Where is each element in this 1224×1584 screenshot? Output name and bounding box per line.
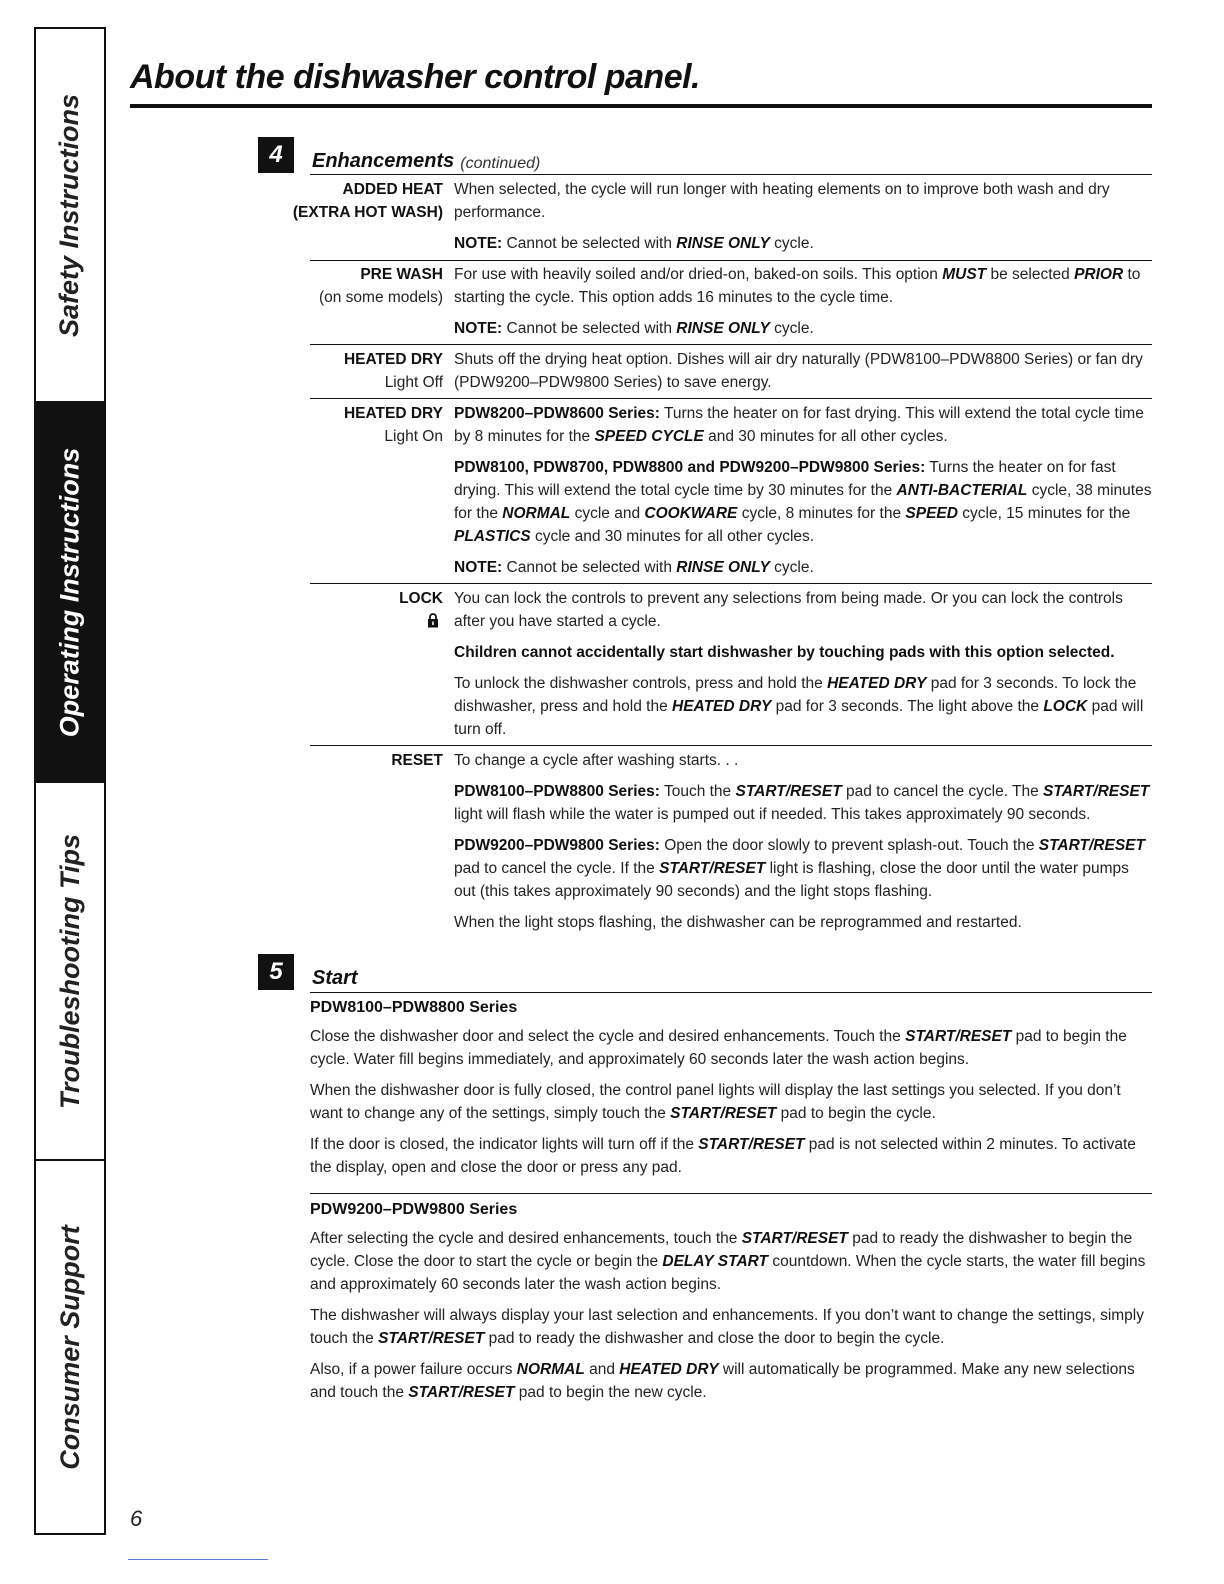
- option-label-line2: (EXTRA HOT WASH): [292, 204, 443, 221]
- page-title: About the dishwasher control panel.: [130, 58, 700, 96]
- tab-label: Safety Instructions: [54, 93, 85, 337]
- option-label-line2: (on some models): [318, 289, 443, 306]
- tab-consumer-support[interactable]: [36, 1161, 104, 1533]
- paragraph: When the light stops flashing, the dishwasher can be reprogrammed and restarted.: [454, 914, 1022, 931]
- option-label-line1: PRE WASH: [360, 266, 443, 283]
- option-description: [454, 263, 1152, 348]
- tab-safety-instructions[interactable]: [36, 29, 104, 403]
- paragraph: Also, if a power failure occurs NORMAL and HEATED DRY will automatically be programmed. Make any new selections and touch the START/RESET pad to begin the new cycle.: [310, 1361, 1135, 1401]
- option-label-line2: Light On: [384, 428, 443, 445]
- tab-troubleshooting-tips[interactable]: [36, 783, 104, 1161]
- series-divider: [310, 1193, 1152, 1194]
- option-description: [454, 348, 1152, 402]
- page-number: 6: [130, 1506, 143, 1531]
- section-header-start: [258, 954, 358, 990]
- option-label: [250, 587, 443, 635]
- paragraph: PDW8200–PDW8600 Series: Turns the heater on for fast drying. This will extend the total cycle time by 8 minutes for the SPEED CYCLE and 30 minutes for all other cycles.: [454, 405, 1144, 445]
- paragraph: When the dishwasher door is fully closed, the control panel lights will display the last settings you selected. If you don’t want to change any of the settings, simply touch the START/RESET pad to begin the cycle.: [310, 1082, 1121, 1122]
- section-divider: [310, 174, 1152, 175]
- option-description: [454, 402, 1152, 587]
- section-number-badge: 4: [258, 137, 294, 173]
- section-title: Start: [312, 967, 358, 989]
- row-divider: [310, 745, 1152, 746]
- lock-icon-wrap: [250, 610, 443, 635]
- paragraph: If the door is closed, the indicator lights will turn off if the START/RESET pad is not selected within 2 minutes. To activate the display, open and close the door or press any pad.: [310, 1136, 1136, 1176]
- paragraph: For use with heavily soiled and/or dried-on, baked-on soils. This option MUST be selected PRIOR to starting the cycle. This option adds 16 minutes to the cycle time.: [454, 266, 1141, 306]
- paragraph: PDW8100, PDW8700, PDW8800 and PDW9200–PDW9800 Series: Turns the heater on for fast drying. This will extend the total cycle time by 30 minutes for the ANTI-BACTERIAL cycle, 38 minutes for the NORMAL cycle and COOKWARE cycle, 8 minutes for the SPEED cycle, 15 minutes for the PLASTICS cycle and 30 minutes for all other cycles.: [454, 459, 1152, 545]
- paragraph: To unlock the dishwasher controls, press and hold the HEATED DRY pad for 3 seconds. To lock the dishwasher, press and hold the HEATED DRY pad for 3 seconds. The light above the LOCK pad will turn off.: [454, 675, 1144, 738]
- series-heading: PDW8100–PDW8800 Series: [310, 999, 518, 1016]
- section-divider: [310, 992, 1152, 993]
- option-label: [250, 348, 443, 394]
- option-label: [250, 178, 443, 224]
- row-divider: [310, 260, 1152, 261]
- paragraph: When selected, the cycle will run longer with heating elements on to improve both wash and dry performance.: [454, 181, 1110, 221]
- tab-label: Consumer Support: [54, 1224, 85, 1470]
- paragraph: Close the dishwasher door and select the cycle and desired enhancements. Touch the START/RESET pad to begin the cycle. Water fill begins immediately, and approximately 60 seconds later the wash action begins.: [310, 1028, 1127, 1068]
- tab-label: Operating Instructions: [54, 447, 85, 737]
- row-divider: [310, 398, 1152, 399]
- paragraph: After selecting the cycle and desired enhancements, touch the START/RESET pad to ready the dishwasher to begin the cycle. Close the door to start the cycle or begin the DELAY START countdown. When the cycle starts, the water fill begins and approximately 60 seconds later the wash action begins.: [310, 1230, 1146, 1293]
- section-number-badge: 5: [258, 954, 294, 990]
- paragraph-bold: Children cannot accidentally start dishwasher by touching pads with this option selected.: [454, 644, 1115, 661]
- option-label-line1: RESET: [391, 752, 443, 769]
- option-description: [454, 587, 1152, 749]
- tab-label: Troubleshooting Tips: [54, 833, 85, 1109]
- section-subtitle: (continued): [460, 155, 541, 172]
- paragraph: Shuts off the drying heat option. Dishes will air dry naturally (PDW8100–PDW8800 Series) or fan dry (PDW9200–PDW9800 Series) to save energy.: [454, 351, 1143, 391]
- row-divider: [310, 344, 1152, 345]
- paragraph: PDW8100–PDW8800 Series: Touch the START/RESET pad to cancel the cycle. The START/RESET light will flash while the water is pumped out if needed. This takes approximately 90 seconds.: [454, 783, 1150, 823]
- option-description: [454, 178, 1152, 263]
- option-label: [250, 263, 443, 309]
- paragraph: You can lock the controls to prevent any selections from being made. Or you can lock the controls after you have started a cycle.: [454, 590, 1123, 630]
- option-label-line1: HEATED DRY: [343, 351, 443, 368]
- section-title: Enhancements: [312, 150, 455, 172]
- option-label: [250, 402, 443, 448]
- paragraph: PDW9200–PDW9800 Series: Open the door slowly to prevent splash-out. Touch the START/RESET pad to cancel the cycle. If the START/RESET light is flashing, close the door until the water pumps out (this takes approximately 90 seconds) and the light stops flashing.: [454, 837, 1145, 900]
- note: NOTE: Cannot be selected with RINSE ONLY cycle.: [454, 235, 814, 252]
- paragraph: To change a cycle after washing starts. . .: [454, 752, 739, 769]
- note: NOTE: Cannot be selected with RINSE ONLY cycle.: [454, 559, 814, 576]
- start-series-2: [310, 1198, 1152, 1412]
- option-description: [454, 749, 1152, 942]
- note: NOTE: Cannot be selected with RINSE ONLY cycle.: [454, 320, 814, 337]
- tab-operating-instructions[interactable]: [36, 403, 104, 783]
- option-label: [250, 749, 443, 772]
- option-label-line1: LOCK: [399, 590, 443, 607]
- series-heading: PDW9200–PDW9800 Series: [310, 1201, 518, 1218]
- section-header-enhancements: [258, 137, 540, 173]
- option-label-line2: Light Off: [384, 374, 443, 391]
- row-divider: [310, 583, 1152, 584]
- section-tabs: [34, 27, 106, 1535]
- option-label-line1: ADDED HEAT: [342, 181, 443, 198]
- lock-icon: [427, 613, 439, 628]
- title-divider: [130, 104, 1152, 108]
- start-series-1: [310, 996, 1152, 1187]
- option-label-line1: HEATED DRY: [343, 405, 443, 422]
- paragraph: The dishwasher will always display your last selection and enhancements. If you don’t want to change the settings, simply touch the START/RESET pad to ready the dishwasher and close the door to begin the cycle.: [310, 1307, 1144, 1347]
- link-underline: [128, 1559, 268, 1560]
